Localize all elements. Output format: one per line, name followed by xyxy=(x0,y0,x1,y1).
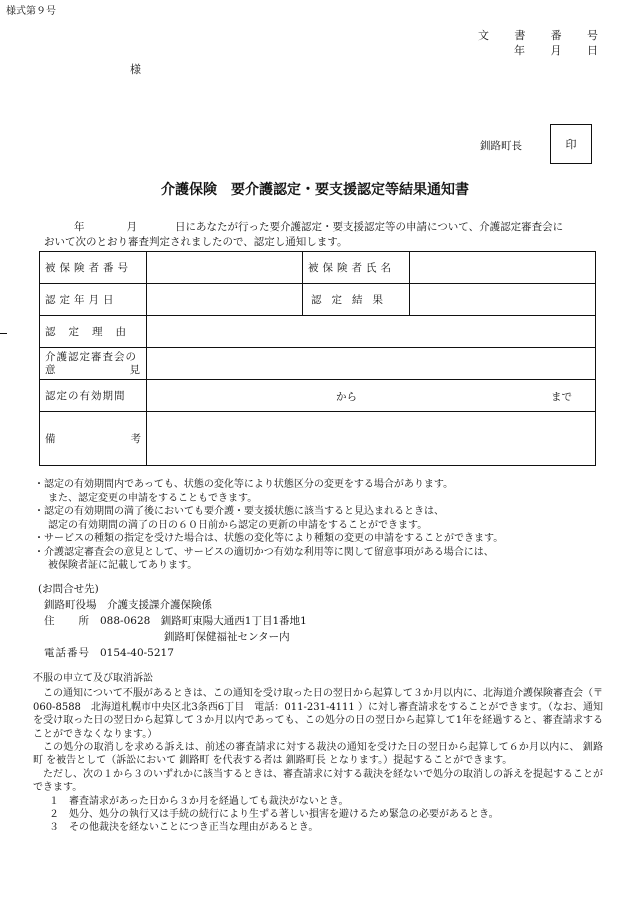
cert-reason-label: 認定理由 xyxy=(40,316,147,348)
cert-result-label: 認定結果 xyxy=(303,284,410,316)
committee-opinion-value xyxy=(147,348,596,380)
intro-text: 年 月 日にあなたが行った要介護認定・要支援認定等の申請について、介護認定審査会に おいて次のとおり審査判定されましたので、認定し通知します。 xyxy=(44,221,564,248)
validity-value xyxy=(147,380,596,412)
remarks-label: 備 考 xyxy=(40,412,147,466)
seal-box xyxy=(550,124,592,164)
form-number: 様式第９号 xyxy=(6,6,56,17)
address-line1: 088-0628 釧路町東陽大通西1丁目1番地1 xyxy=(100,615,307,627)
table-row xyxy=(40,252,596,284)
note-item: ・認定の有効期間の満了後においても要介護・要支援状態に該当すると見込まれるときは、 xyxy=(34,506,444,517)
contact-heading: (お問合せ先) xyxy=(38,583,99,595)
note-continuation: 被保険者証に記載してあります。 xyxy=(48,560,198,571)
note-continuation: 認定の有効期間の満了の日の６０日前から認定の更新の申請をすることができます。 xyxy=(48,519,428,531)
note-item: ・認定の有効期間内であっても、状態の変化等により状態区分の変更をする場合があります。 xyxy=(34,479,454,490)
phone-label: 電話番号 xyxy=(44,647,90,659)
table-row xyxy=(40,412,596,466)
notes-list xyxy=(34,478,614,573)
appeal-paragraph: この通知について不服があるときは、この通知を受け取った日の翌日から起算して３か月以内に、北海道介護保険審査会（〒060-8588 北海道札幌市中央区北3条西6丁目 電話：011-231-4111 ）に対し審査請求をすることができます。（なお、通知を受け取った日の翌日から起算して３か月以内であっても、この処分の日の翌日から起算して1年を経過すると、審査請求することができなくなります。） xyxy=(33,688,603,740)
address-line2: 釧路町保健福祉センター内 xyxy=(164,631,290,643)
remarks-value xyxy=(147,412,596,466)
contact-office: 釧路町役場 介護支援課介護保険係 xyxy=(44,599,212,611)
appeal-heading: 不服の申立て及び取消訴訟 xyxy=(33,673,153,684)
appeal-section xyxy=(33,672,603,835)
address-label: 住 所 xyxy=(44,615,90,627)
appeal-paragraph: ただし、次の１から３のいずれかに該当するときは、審査請求に対する裁決を経ないで処分の取消しの訴えを提起することができます。 xyxy=(33,768,603,794)
margin-mark xyxy=(0,333,7,334)
appeal-paragraph: この処分の取消しを求める訴えは、前述の審査請求に対する裁決の通知を受けた日の翌日から起算して６か月以内に、 釧路町 を被告として（訴訟において 釧路町 を代表する者は 釧路町長 となります。）提起することができます。 xyxy=(33,742,603,767)
insured-name-value xyxy=(410,252,596,284)
validity-to: まで xyxy=(551,390,572,403)
issuer-name: 釧路町長 xyxy=(480,140,522,152)
cert-result-value xyxy=(410,284,596,316)
appeal-item: １ 審査請求があった日から３か月を経過しても裁決がないとき。 xyxy=(49,795,349,807)
contact-block xyxy=(38,581,307,661)
note-item: ・サービスの種類の指定を受けた場合は、状態の変化等により種類の変更の申請をすることができます。 xyxy=(34,533,504,544)
committee-opinion-label: 介護認定審査会の 意 見 xyxy=(40,348,147,380)
table-row xyxy=(40,284,596,316)
addressee-suffix: 様 xyxy=(130,63,141,76)
note-item: ・介護認定審査会の意見として、サービスの適切かつ有効な利用等に関して留意事項がある場合には、 xyxy=(34,546,494,558)
phone-number: 0154-40-5217 xyxy=(100,647,174,659)
table-row xyxy=(40,348,596,380)
cert-reason-value xyxy=(147,316,596,348)
result-table xyxy=(39,251,596,466)
validity-from: から xyxy=(336,390,357,403)
cert-date-label: 認定年月日 xyxy=(40,284,147,316)
insured-number-value xyxy=(147,252,303,284)
cert-date-value xyxy=(147,284,303,316)
table-row xyxy=(40,316,596,348)
document-title: 介護保険 要介護認定・要支援認定等結果通知書 xyxy=(161,182,469,198)
insured-name-label: 被保険者氏名 xyxy=(303,252,410,284)
seal-text: 印 xyxy=(565,138,577,151)
document-number-label: 文 書 番 号 xyxy=(478,29,598,42)
note-continuation: また、認定変更の申請をすることもできます。 xyxy=(48,492,258,504)
appeal-item: ２ 処分、処分の執行又は手続の続行により生ずる著しい損害を避けるため緊急の必要があるとき。 xyxy=(49,809,499,821)
insured-number-label: 被保険者番号 xyxy=(40,252,147,284)
appeal-item: ３ その他裁決を経ないことにつき正当な理由があるとき。 xyxy=(49,822,319,834)
issue-date-label: 年 月 日 xyxy=(514,44,598,57)
validity-label: 認定の有効期間 xyxy=(40,380,147,412)
table-row xyxy=(40,380,596,412)
